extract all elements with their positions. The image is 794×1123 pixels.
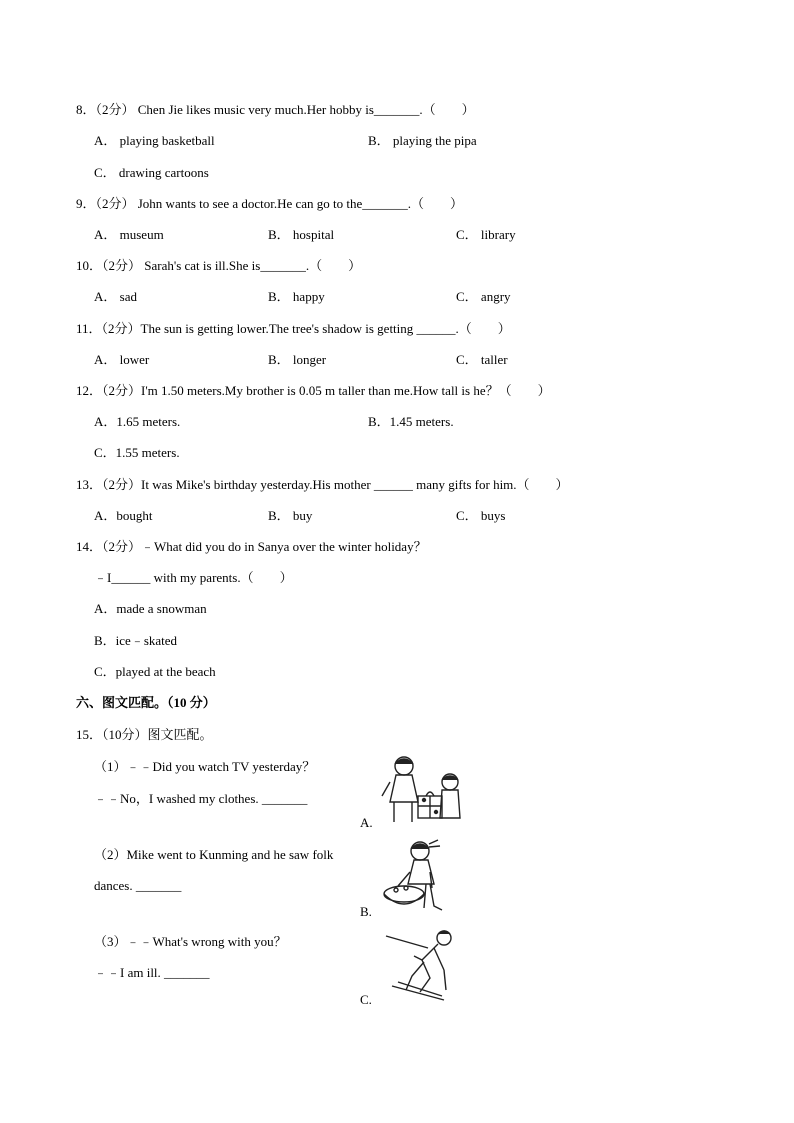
q14-stem-answer-line: ﹣I______ with my parents.（ ） xyxy=(94,570,293,585)
match-item-3-line1: （3）﹣﹣What's wrong with you？ xyxy=(94,934,287,949)
q12-option-a[interactable]: A．1.65 meters. xyxy=(94,414,181,429)
section-heading: 六、图文匹配。（10 分） xyxy=(76,695,216,710)
q10-option-b[interactable]: B． happy xyxy=(268,289,325,304)
q13-stem: 13．（2分）It was Mike's birthday yesterday.His mother ______ many gifts for him.（ ） xyxy=(76,477,569,492)
picture-c-skier xyxy=(384,926,456,1004)
q11-option-c[interactable]: C． taller xyxy=(456,352,508,367)
picture-b-girl-washing xyxy=(380,838,455,918)
match-item-2-line2[interactable]: dances. _______ xyxy=(94,878,182,893)
q13-option-b[interactable]: B． buy xyxy=(268,508,313,523)
q9-option-a[interactable]: A． museum xyxy=(94,227,164,242)
q8-option-b[interactable]: B． playing the pipa xyxy=(368,133,477,148)
picture-a-label: A. xyxy=(360,815,373,830)
match-item-1-line2[interactable]: ﹣﹣No，I washed my clothes. _______ xyxy=(94,791,308,806)
picture-b-label: B. xyxy=(360,904,372,919)
q10-option-c[interactable]: C． angry xyxy=(456,289,511,304)
q11-stem: 11．（2分）The sun is getting lower.The tree's shadow is getting ______.（ ） xyxy=(76,321,511,336)
q11-option-a[interactable]: A． lower xyxy=(94,352,150,367)
q10-option-a[interactable]: A． sad xyxy=(94,289,137,304)
q14-option-a[interactable]: A．made a snowman xyxy=(94,601,207,616)
match-item-3-line2[interactable]: ﹣﹣I am ill. _______ xyxy=(94,965,210,980)
q14-option-b[interactable]: B．ice﹣skated xyxy=(94,633,178,648)
q14-option-c[interactable]: C．played at the beach xyxy=(94,664,216,679)
match-item-2-line1: （2）Mike went to Kunming and he saw folk xyxy=(94,847,334,862)
picture-c-label: C. xyxy=(360,992,372,1007)
q12-option-b[interactable]: B．1.45 meters. xyxy=(368,414,454,429)
q8-option-c[interactable]: C． drawing cartoons xyxy=(94,165,209,180)
q9-option-b[interactable]: B． hospital xyxy=(268,227,335,242)
q9-option-c[interactable]: C． library xyxy=(456,227,516,242)
q9-stem: 9．（2分） John wants to see a doctor.He can go to the_______.（ ） xyxy=(76,196,464,211)
q10-stem: 10．（2分） Sarah's cat is ill.She is_______.（ ） xyxy=(76,258,362,273)
q13-option-a[interactable]: A．bought xyxy=(94,508,153,523)
q13-option-c[interactable]: C． buys xyxy=(456,508,506,523)
q8-option-a[interactable]: A． playing basketball xyxy=(94,133,215,148)
q12-option-c[interactable]: C．1.55 meters. xyxy=(94,445,180,460)
q11-option-b[interactable]: B． longer xyxy=(268,352,327,367)
q15-stem: 15．（10分）图文匹配。 xyxy=(76,727,213,742)
q8-stem: 8．（2分） Chen Jie likes music very much.Her hobby is_______.（ ） xyxy=(76,102,475,117)
picture-a-children-gift xyxy=(380,752,462,826)
q14-stem: 14．（2分）﹣What did you do in Sanya over the winter holiday？ xyxy=(76,539,427,554)
match-item-1-line1: （1）﹣﹣Did you watch TV yesterday？ xyxy=(94,759,316,774)
q12-stem: 12．（2分）I'm 1.50 meters.My brother is 0.05 m taller than me.How tall is he？（ ） xyxy=(76,383,551,398)
